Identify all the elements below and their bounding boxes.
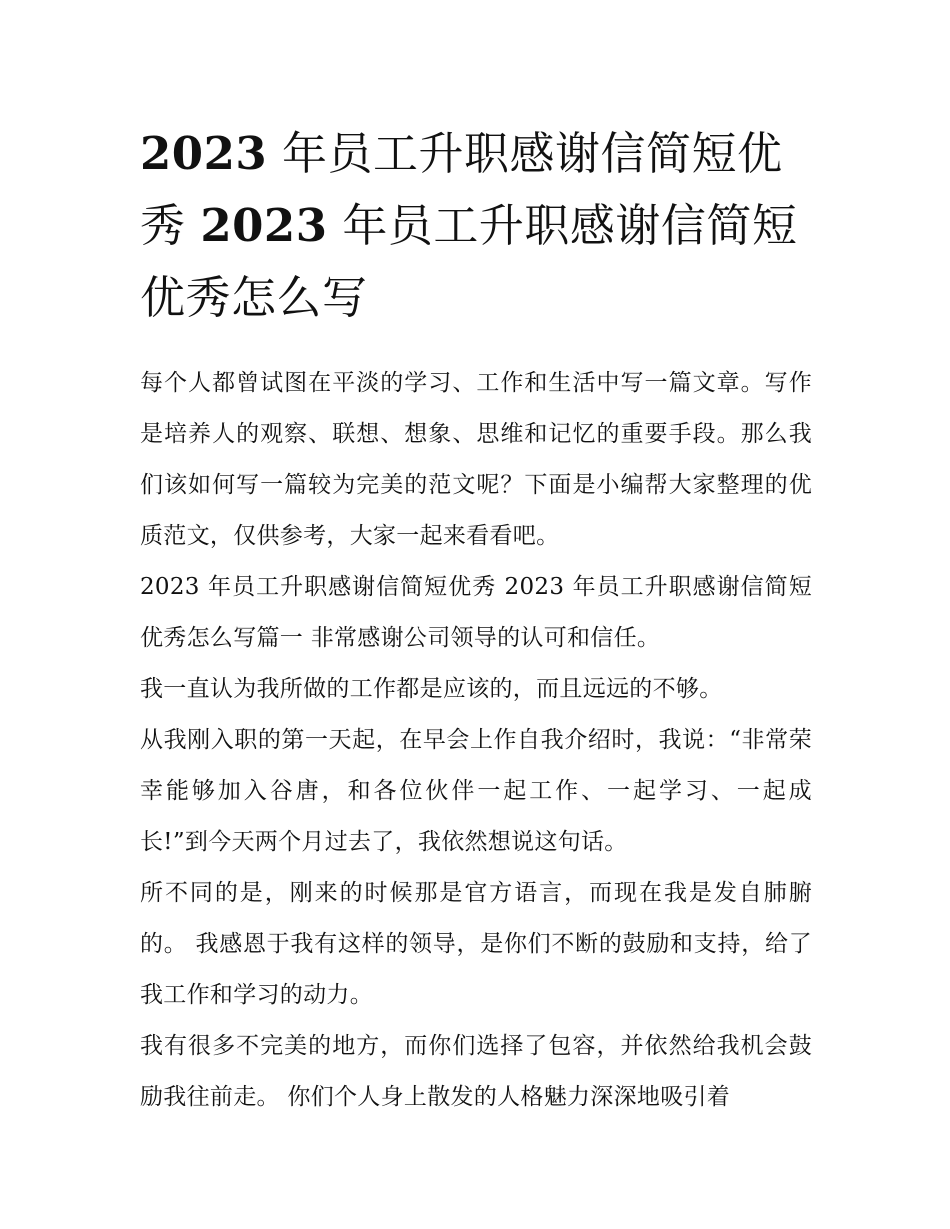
paragraph-heading: 2023 年员工升职感谢信简短优秀 2023 年员工升职感谢信简短优秀怎么写篇一 非常感谢公司领导的认可和信任。 [140,574,812,651]
title-year-1: 2023 [140,127,268,180]
title-year-2: 2023 [200,199,328,252]
title-text-2: 年员工升职感谢信简短优秀怎么写 [140,199,798,324]
paragraph: 所不同的是，刚来的时候那是官方语言，而现在我是发自肺腑的。 我感恩于我有这样的领导，是你们不断的鼓励和支持，给了我工作和学习的动力。 [140,880,812,1008]
document-title [140,118,812,334]
paragraph: 我一直认为我所做的工作都是应该的，而且远远的不够。 [140,676,723,702]
paragraph-intro: 每个人都曾试图在平淡的学习、工作和生活中写一篇文章。写作是培养人的观察、联想、想象、思维和记忆的重要手段。那么我们该如何写一篇较为完美的范文呢？下面是小编帮大家整理的优质范文，仅供参考，大家一起来看看吧。 [140,370,812,549]
document-body [140,358,812,1123]
paragraph: 我有很多不完美的地方，而你们选择了包容，并依然给我机会鼓励我往前走。 你们个人身上散发的人格魅力深深地吸引着 [140,1033,812,1110]
paragraph: 从我刚入职的第一天起，在早会上作自我介绍时，我说：“非常荣幸能够加入谷唐，和各位伙伴一起工作、一起学习、一起成长!”到今天两个月过去了，我依然想说这句话。 [140,727,812,855]
document-page [140,118,812,1123]
title-text-1: 年员工升职感谢信简短优秀 [140,127,783,252]
